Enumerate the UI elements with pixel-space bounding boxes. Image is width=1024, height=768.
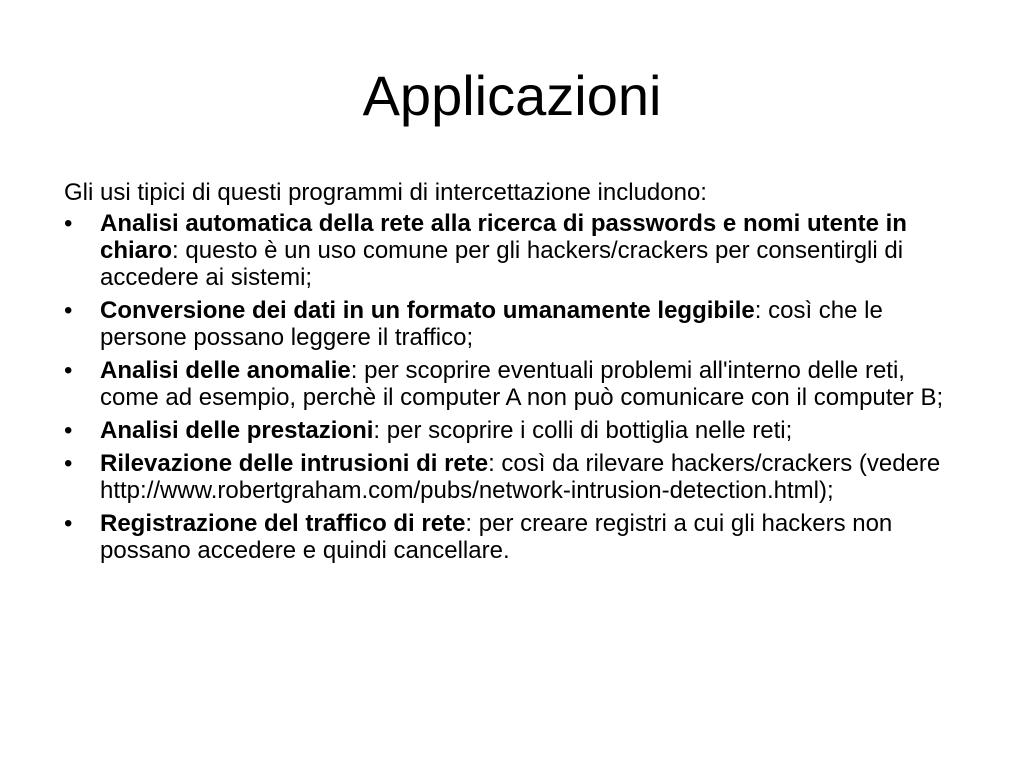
bullet-list (64, 210, 964, 564)
bullet-item (64, 297, 964, 351)
bullet-item-text: : per scoprire eventuali problemi all'interno delle reti, come ad esempio, perchè il computer A non può comunicare con il computer B; (100, 357, 944, 411)
bullet-item (64, 450, 964, 504)
bullet-item-heading: Analisi delle anomalie (100, 357, 351, 384)
bullet-icon: • (64, 210, 73, 237)
bullet-item-text: : così che le persone possano leggere il traffico; (100, 297, 883, 351)
bullet-item-heading: Registrazione del traffico di rete (100, 510, 466, 537)
intro-text: Gli usi tipici di questi programmi di intercettazione includono: (64, 179, 707, 206)
bullet-icon: • (64, 357, 73, 384)
bullet-icon: • (64, 297, 73, 324)
bullet-icon: • (64, 510, 73, 537)
bullet-item (64, 510, 964, 564)
bullet-item-text: : per creare registri a cui gli hackers non possano accedere e quindi cancellare. (100, 510, 893, 564)
bullet-item (64, 417, 964, 444)
bullet-item-heading: Rilevazione delle intrusioni di rete (100, 450, 489, 477)
bullet-item-heading: Analisi automatica della rete alla ricerca di passwords e nomi utente in chiaro (100, 210, 907, 264)
bullet-item-text: : così da rilevare hackers/crackers (vedere http://www.robertgraham.com/pubs/network-intrusion-detection.html); (100, 450, 941, 504)
bullet-item-text: : per scoprire i colli di bottiglia nelle reti; (373, 417, 793, 444)
bullet-item (64, 210, 964, 291)
bullet-icon: • (64, 450, 73, 477)
slide-content (64, 179, 964, 570)
bullet-item-text: : questo è un uso comune per gli hackers/crackers per consentirgli di accedere ai sistemi; (100, 237, 904, 291)
bullet-item-heading: Conversione dei dati in un formato umanamente leggibile (100, 297, 755, 324)
bullet-item (64, 357, 964, 411)
slide-title: Applicazioni (362, 64, 662, 127)
bullet-item-heading: Analisi delle prestazioni (100, 417, 374, 444)
bullet-icon: • (64, 417, 73, 444)
